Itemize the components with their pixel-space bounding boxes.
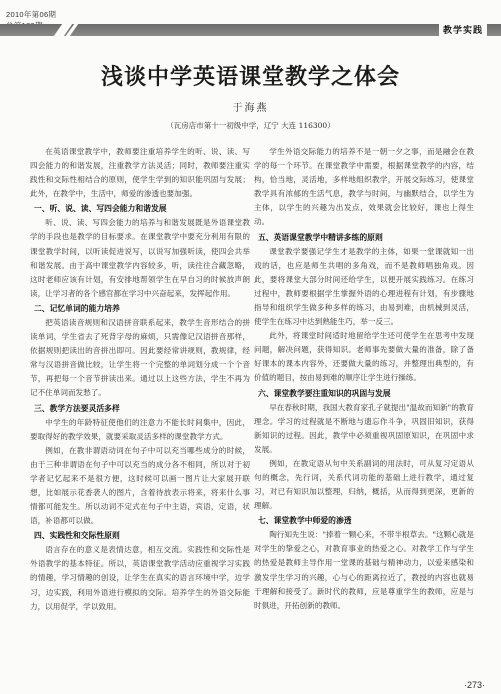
header-band [0, 24, 501, 36]
body-paragraph: 课堂教学要强记学生才是教学的主体，如果一堂课就知一出戏的话，也应是师生共唱的多角戏，而不是教师唱独角戏。因此，要将课堂大部分时间还给学生，以便开展实践练习。在练习过程中，教师要根据学生掌握外语的心理进程有计划，有步骤地指导和组织学生做多种多样的练习，由易到难，由机械到灵活，使学生在练习中达到熟能生巧，举一反三。 [254, 246, 474, 327]
body-paragraph: 早在春秋时期，我国大教育家孔子就提出"温故而知新"的教育理念。学习的过程就是不断地与遗忘作斗争，巩固旧知识，获得新知识的过程。因此，教学中必须重视巩固原知识，在巩固中求发展。 [254, 402, 474, 454]
section-heading: 七、课堂教学中师爱的渗透 [258, 516, 352, 526]
body-paragraph: 中学生的年龄特征使他们的注意力不能长时间集中，因此，要取得好的教学效果，就要采取灵活多样的课堂教学方式。 [30, 417, 250, 441]
body-paragraph: 例如，在教非谓语动词在句子中可以充当哪些成分的时候，由于三种非谓语在句子中可以充当的成分各不相同，所以对于初学者记忆起来不是很方便，这时候可以画一图片让大家展开联想，比如展示花香袭人的图片，含着待放表示将来，将来什么事情都可能发生。所以动词不定式在句子中主语，宾语，定语，状语，补语都可以做。 [30, 445, 250, 526]
article-author: 于海燕 [232, 103, 269, 114]
section-heading: 三、教学方法要灵活多样 [34, 403, 120, 413]
body-paragraph: 语言存在的意义是表情达意，相互交流。实践性和交际性是外语教学的基本特征。所以，英语课堂教学活动应重视学习实践的情趣，学习情趣的创设，让学生在真实的语言环境中学，边学习，边实践，利用外语进行模拟的交际。培养学生的外语交际能力，以用促学，学以致用。 [30, 545, 250, 611]
section-heading: 六、课堂教学要注重知识的巩固与发展 [258, 388, 391, 398]
column-name: 教学实践 [439, 24, 487, 36]
body-paragraph: 把英语读音规则和汉语拼音联系起来，教学生音形结合的拼读单词，学生省去了死背字母的麻烦，只需像记汉语拼音那样，依据规则把读出的音拼出即可。因此要经常讲规则，教规律，经常与汉语拼音做比较，让学生将一个完整的单词划分成一个个音节，再把每一个音节拼读出来。通过以上这些方法，学生不再为记不住单词而发愁了。 [30, 317, 250, 398]
body-paragraph: 学生外语交际能力的培养不是一朝一夕之事，而是融会在教学的每一个环节。在课堂教学中需要，根据课堂教学的内容，结构，恰当地，灵活地，多样地组织教学，开展交际练习，使课堂教学具有浓郁的生活气息，教学与时间，与幽默结合，以学生为主体，以学生的兴趣为出发点，效果就会比较好，课也上得生动。 [254, 147, 474, 227]
body-paragraph: 陶行知先生说："捧着一颗心来，不带半根草去。"这颗心就是对学生的挚爱之心，对教育事业的热爱之心。对教学工作与学生的热爱是教师主导作用一堂课的基础与精神动力，以爱来感染和激发学生学习的兴趣，心与心的距离拉近了，教授的内容也就易于理解和接受了。新时代的教师，应是尊重学生的教师，应是与时俱进，开拓创新的教师。 [254, 530, 474, 610]
section-heading: 二、记忆单词的能力培养 [34, 303, 120, 313]
author-affiliation: （瓦房店市第十一初级中学，辽宁 大连 116300） [166, 121, 335, 130]
page-number: ·273· [463, 680, 485, 690]
body-paragraph: 例如，在教定语从句中关系副词的用法时，可从复习定语从句的概念，先行词，关系代词功能的基础上进行教学，通过复习，对已有知识加以整理，归纳，概括，从而得到更深，更新的理解。 [254, 458, 474, 511]
section-heading: 五、英语课堂教学中精讲多练的原则 [258, 232, 383, 242]
body-paragraph: 在英语课堂教学中，教师要注重培养学生的听、说、读、写四会能力的和谐发展，注重教学方法灵活；同时，教师要注重实践性和交际性相结合的原则，使学生学到的知识能巩固与发展；此外，在教学中，生活中，师爱的渗透也要加强。 [30, 147, 250, 199]
article-title: 浅谈中学英语课堂教学之体会 [100, 64, 400, 90]
page-header [0, 0, 501, 38]
body-paragraph: 听、说、读、写四会能力的培养与和谐发展既是外语课堂教学的手段也是教学的目标要求。在课堂教学中要充分利用有限的课堂教学时间，以听读促进说写，以说写加强听读，使四会共举和谐发展。由于高中课堂教学内容较多，听，读往往合藏忽略，这时老师应该有计划，有安排地帮领学生在早自习的时候放声朗读，让学习者的各个感官都在学习中兴奋起来，发挥起作用。 [30, 218, 250, 298]
body-paragraph: 此外，将课堂时间适时地留给学生还可使学生在思考中发现问题，解决问题，获得知识。老师事先要做大量的准备，除了备好课本的课本内容外，还要做大量的练习，并整理出典型的，有价值的题目，按由易到难的顺序让学生进行操练。 [254, 331, 474, 383]
section-heading: 四、实践性和交际性原则 [34, 531, 120, 541]
right-text-column [254, 145, 474, 613]
section-heading: 一、听、说、读、写四会能力和谐发展 [34, 204, 167, 214]
issue-year-number: 2010年第06期 [6, 10, 57, 19]
left-text-column [30, 145, 250, 614]
